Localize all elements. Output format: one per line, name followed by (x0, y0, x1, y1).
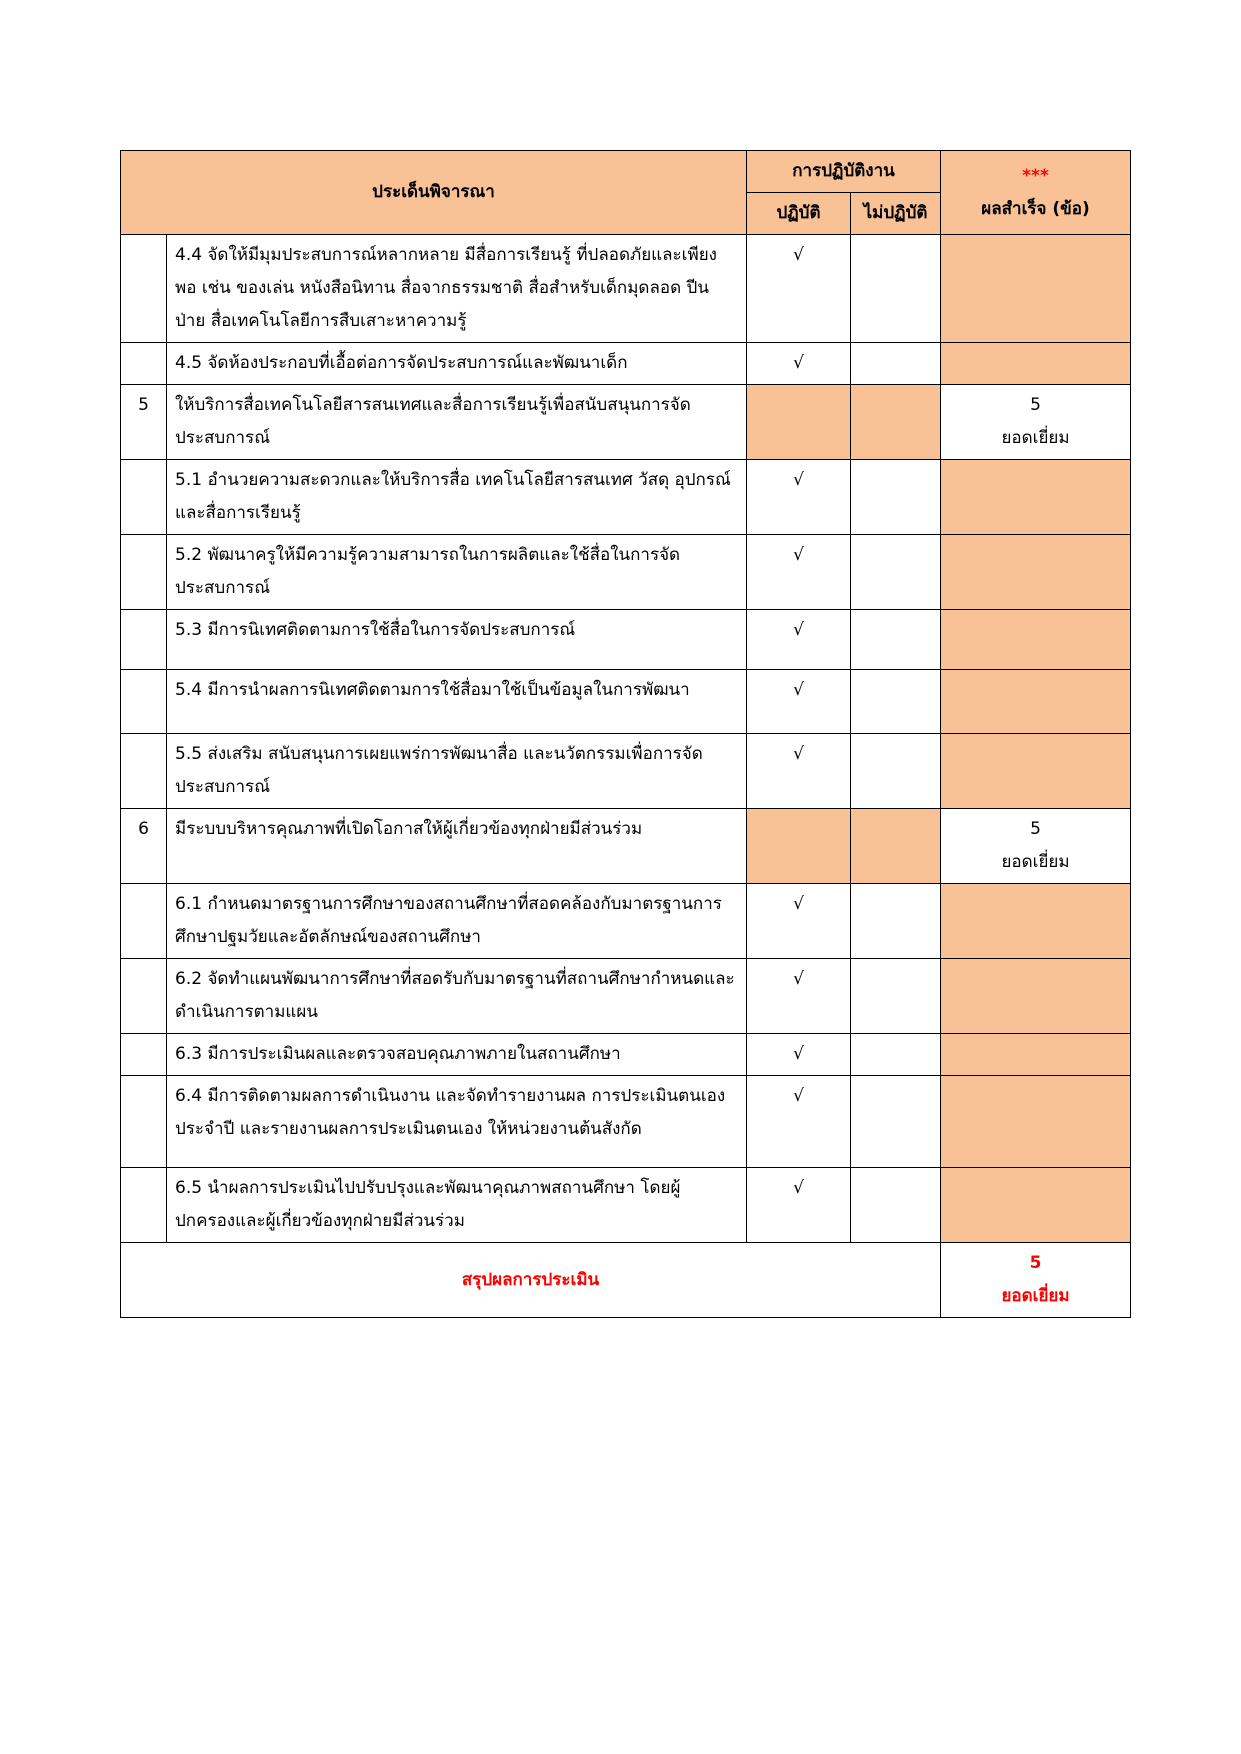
not-practiced-cell (851, 670, 941, 734)
result-level: ยอดเยี่ยม (1001, 852, 1070, 872)
row-description: ให้บริการสื่อเทคโนโลยีสารสนเทศและสื่อการเรียนรู้เพื่อสนับสนุนการจัดประสบการณ์ (167, 385, 747, 460)
row-number (121, 610, 167, 670)
result-cell (941, 1168, 1131, 1243)
not-practiced-cell (851, 809, 941, 884)
topic-header: ประเด็นพิจารณา (121, 151, 747, 235)
summary-result (941, 1243, 1131, 1318)
result-cell (941, 959, 1131, 1034)
summary-label: สรุปผลการประเมิน (121, 1243, 941, 1318)
row-number (121, 235, 167, 343)
table-row (121, 460, 1131, 535)
row-number: 5 (121, 385, 167, 460)
not-practiced-cell (851, 385, 941, 460)
row-description: 5.1 อำนวยความสะดวกและให้บริการสื่อ เทคโนโลยีสารสนเทศ วัสดุ อุปกรณ์และสื่อการเรียนรู้ (167, 460, 747, 535)
row-number: 6 (121, 809, 167, 884)
result-header-label: ผลสำเร็จ (ข้อ) (981, 198, 1090, 219)
row-number (121, 1076, 167, 1168)
practiced-cell: √ (747, 235, 851, 343)
result-score: 5 (1030, 819, 1041, 839)
practiced-cell: √ (747, 1076, 851, 1168)
result-cell (941, 235, 1131, 343)
evaluation-table (120, 150, 1131, 1318)
stars-marker: *** (1022, 165, 1049, 186)
row-description: 5.5 ส่งเสริม สนับสนุนการเผยแพร่การพัฒนาสื่อ และนวัตกรรมเพื่อการจัดประสบการณ์ (167, 734, 747, 809)
result-cell (941, 1034, 1131, 1076)
practiced-cell: √ (747, 535, 851, 610)
table-row (121, 235, 1131, 343)
practiced-cell: √ (747, 734, 851, 809)
practiced-header: ปฏิบัติ (747, 193, 851, 235)
result-cell (941, 734, 1131, 809)
not-practiced-cell (851, 1034, 941, 1076)
not-practiced-cell (851, 460, 941, 535)
practiced-cell: √ (747, 670, 851, 734)
row-description: 5.2 พัฒนาครูให้มีความรู้ความสามารถในการผลิตและใช้สื่อในการจัดประสบการณ์ (167, 535, 747, 610)
not-practiced-cell (851, 959, 941, 1034)
not-practiced-header: ไม่ปฏิบัติ (851, 193, 941, 235)
practiced-cell: √ (747, 460, 851, 535)
result-cell (941, 343, 1131, 385)
practiced-cell: √ (747, 884, 851, 959)
row-number (121, 343, 167, 385)
result-cell (941, 670, 1131, 734)
table-row (121, 343, 1131, 385)
practice-group-header: การปฏิบัติงาน (747, 151, 941, 193)
practiced-cell: √ (747, 343, 851, 385)
row-description: 6.1 กำหนดมาตรฐานการศึกษาของสถานศึกษาที่สอดคล้องกับมาตรฐานการศึกษาปฐมวัยและอัตลักษณ์ของสถานศึกษา (167, 884, 747, 959)
row-number (121, 959, 167, 1034)
row-description: 4.5 จัดห้องประกอบที่เอื้อต่อการจัดประสบการณ์และพัฒนาเด็ก (167, 343, 747, 385)
row-description: 5.3 มีการนิเทศติดตามการใช้สื่อในการจัดประสบการณ์ (167, 610, 747, 670)
result-header (941, 151, 1131, 235)
table-row (121, 670, 1131, 734)
not-practiced-cell (851, 235, 941, 343)
header-row-1 (121, 151, 1131, 193)
result-cell (941, 385, 1131, 460)
row-number (121, 670, 167, 734)
not-practiced-cell (851, 734, 941, 809)
result-level: ยอดเยี่ยม (1001, 428, 1070, 448)
not-practiced-cell (851, 884, 941, 959)
summary-row (121, 1243, 1131, 1318)
row-description: 6.3 มีการประเมินผลและตรวจสอบคุณภาพภายในสถานศึกษา (167, 1034, 747, 1076)
row-number (121, 1034, 167, 1076)
practiced-cell: √ (747, 1034, 851, 1076)
row-description: 6.4 มีการติดตามผลการดำเนินงาน และจัดทำรายงานผล การประเมินตนเองประจำปี และรายงานผลการประเมินตนเอง ให้หน่วยงานต้นสังกัด (167, 1076, 747, 1168)
table-row (121, 809, 1131, 884)
not-practiced-cell (851, 1076, 941, 1168)
not-practiced-cell (851, 343, 941, 385)
row-description: 5.4 มีการนำผลการนิเทศติดตามการใช้สื่อมาใช้เป็นข้อมูลในการพัฒนา (167, 670, 747, 734)
row-description: 4.4 จัดให้มีมุมประสบการณ์หลากหลาย มีสื่อการเรียนรู้ ที่ปลอดภัยและเพียงพอ เช่น ของเล่น หนังสือนิทาน สื่อจากธรรมชาติ สื่อสำหรับเด็กมุดลอด ปีนป่าย สื่อเทคโนโลยีการสืบเสาะหาความรู้ (167, 235, 747, 343)
row-number (121, 460, 167, 535)
practiced-cell: √ (747, 1168, 851, 1243)
table-row (121, 884, 1131, 959)
row-description: 6.5 นำผลการประเมินไปปรับปรุงและพัฒนาคุณภาพสถานศึกษา โดยผู้ปกครองและผู้เกี่ยวข้องทุกฝ่ายมีส่วนร่วม (167, 1168, 747, 1243)
result-cell (941, 884, 1131, 959)
result-cell (941, 610, 1131, 670)
summary-score: 5 (1029, 1253, 1042, 1273)
table-body (121, 235, 1131, 1243)
table-row (121, 1168, 1131, 1243)
result-score: 5 (1030, 395, 1041, 415)
summary-level: ยอดเยี่ยม (1001, 1286, 1070, 1306)
table-row (121, 535, 1131, 610)
result-cell (941, 1076, 1131, 1168)
row-number (121, 535, 167, 610)
practiced-cell: √ (747, 610, 851, 670)
table-row (121, 385, 1131, 460)
practiced-cell: √ (747, 959, 851, 1034)
not-practiced-cell (851, 1168, 941, 1243)
result-cell (941, 809, 1131, 884)
row-number (121, 1168, 167, 1243)
table-row (121, 734, 1131, 809)
table-row (121, 1076, 1131, 1168)
practiced-cell (747, 809, 851, 884)
result-cell (941, 535, 1131, 610)
row-number (121, 734, 167, 809)
row-description: 6.2 จัดทำแผนพัฒนาการศึกษาที่สอดรับกับมาตรฐานที่สถานศึกษากำหนดและดำเนินการตามแผน (167, 959, 747, 1034)
table-row (121, 610, 1131, 670)
table-row (121, 1034, 1131, 1076)
not-practiced-cell (851, 535, 941, 610)
not-practiced-cell (851, 610, 941, 670)
practiced-cell (747, 385, 851, 460)
table-row (121, 959, 1131, 1034)
result-cell (941, 460, 1131, 535)
row-description: มีระบบบริหารคุณภาพที่เปิดโอกาสให้ผู้เกี่ยวข้องทุกฝ่ายมีส่วนร่วม (167, 809, 747, 884)
row-number (121, 884, 167, 959)
